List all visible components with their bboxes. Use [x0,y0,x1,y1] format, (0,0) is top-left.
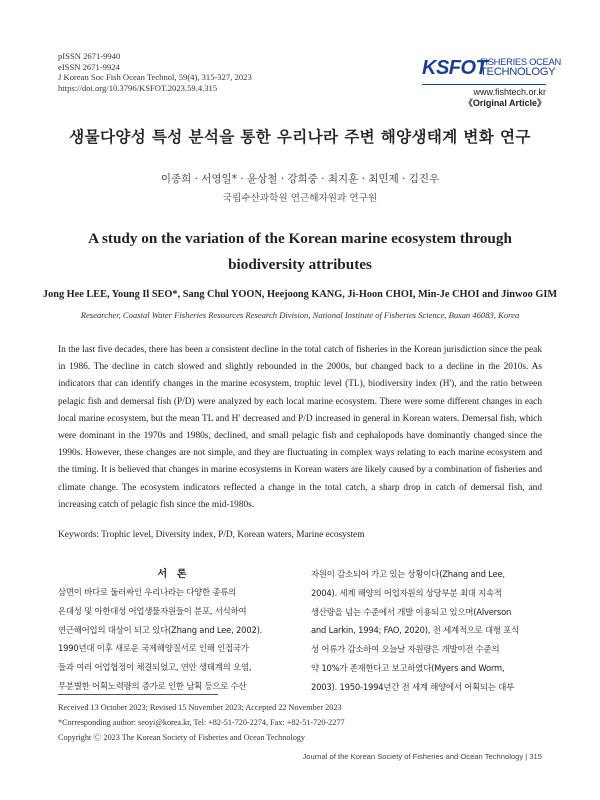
corresponding-author: *Corresponding author: seoyi@korea.kr, Tel: +82-51-720-2274, Fax: +82-51-720-2277 [58,718,345,728]
text-line: 생산량을 넘는 수준에서 개발 이용되고 있으며(Alverson [311,606,512,617]
footnote-rule [58,694,218,695]
text-line: 들과 여러 어업협정이 체결되었고, 연안 생태계의 오염, [58,662,252,673]
english-affiliation: Researcher, Coastal Water Fisheries Resources Research Division, National Institute of Fisheries Science, Busan 46083, Korea [80,310,520,320]
logo-mark: KSFOT [422,57,488,79]
text-line: 무분별한 어획노력량의 증가로 인한 남획 등으로 수산 [58,680,247,691]
logo-rule [422,84,546,85]
intro-left-column [58,565,289,696]
text-line: 약 10%가 존재한다고 보고하였다(Myers and Worm, [311,662,505,673]
english-title [60,226,540,278]
doi-link[interactable]: https://doi.org/10.3796/KSFOT.2023.59.4.315 [58,82,218,93]
pissn: pISSN 2671-9940 [58,51,121,61]
text-line: 연근해어업의 대상이 되고 있다(Zhang and Lee, 2002). [58,624,263,635]
abstract: In the last five decades, there has been a consistent decline in the total catch of fisheries in the Korean jurisdiction since the peak in 1986. The decline in catch slowed and slightly rebounded in the 2000s, but changed back to a decline in the 2010s. As indicators that can identify changes in the marine ecosystem, trophic level (TL), biodiversity index (H'), and the ratio between pelagic fish and demersal fish (P/D) were analyzed by each local marine ecosystem. There were some different changes in each local marine ecosystem, but the mean TL and H' decreased and P/D increased in general in Korean waters. Demersal fish, which were dominant in the 1970s and 1980s, declined, and small pelagic fish and cephalopods have dominantly changed since the 1990s. However, these changes are not simple, and they are fluctuating in complex ways relating to each marine ecosystem and the timing. It is believed that changes in marine ecosystems in Korean waters are likely caused by a combination of fisheries and climate change. The ecosystem indicators reflected a change in the total catch, a sharp drop in catch of demersal fish, and increasing catch of pelagic fish since the mid-1980s. [58,345,542,510]
keywords: Keywords: Trophic level, Diversity index, P/D, Korean waters, Marine ecosystem [58,530,365,540]
citation: J Korean Soc Fish Ocean Technol, 59(4), 315-327, 2023 [58,72,252,83]
copyright: Copyright Ⓒ 2023 The Korean Society of Fisheries and Ocean Technology [58,733,305,743]
korean-affiliation: 국립수산과학원 연근해자원과 연구원 [222,193,378,204]
logo-text [480,57,561,77]
journal-site [464,87,546,109]
korean-title: 생물다양성 특성 분석을 통한 우리나라 주변 해양생태계 변화 연구 [69,128,531,146]
text-line: 자원이 감소되어 가고 있는 상황이다(Zhang and Lee, [311,569,505,579]
journal-metadata [58,51,252,93]
english-title-line-2: biodiversity attributes [228,256,372,273]
text-line: 2004). 세계 해양의 어업자원의 상당부분 최대 지속적 [311,587,502,598]
text-line: 삼면이 바다로 둘러싸인 우리나라는 다양한 종류의 [58,587,237,597]
eissn: eISSN 2671-9924 [58,61,120,72]
footnotes [58,700,345,746]
article-dates: Received 13 October 2023; Revised 15 November 2023; Accepted 22 November 2023 [58,703,342,712]
text-line: 2003). 1950-1994년간 전 세계 해양에서 어획되는 대부 [311,681,515,692]
logo-line-2: TECHNOLOGY [480,66,556,79]
text-line: 온대성 및 아한대성 어업생물자원들이 분포, 서식하여 [58,605,247,616]
page-footer: Journal of the Korean Society of Fisheries and Ocean Technology | 315 [302,752,542,761]
section-heading: 서 론 [157,568,190,580]
korean-authors: 이종희 · 서영일* · 윤상철 · 강희중 · 최지훈 · 최민제 · 김진우 [160,173,440,185]
journal-logo [422,55,561,83]
english-title-line-1: A study on the variation of the Korean marine ecosystem through [88,230,512,247]
article-type: 《Original Article》 [463,98,546,108]
english-authors: Jong Hee LEE, Young Il SEO*, Sang Chul YOON, Heejoong KANG, Ji-Hoon CHOI, Min-Je CHOI and Jinwoo GIM [42,289,558,300]
logo-line-1: FISHERIES OCEAN [480,56,561,67]
website-link[interactable]: www.fishtech.or.kr [473,87,546,97]
text-line: and Larkin, 1994; FAO, 2020), 전 세계적으로 대형 포식 [311,625,520,636]
intro-right-column [311,565,542,697]
text-line: 성 어류가 감소하여 오늘날 자원량은 개발이전 수준의 [311,644,500,655]
text-line: 1990년대 이후 새로운 국제해양질서로 인해 인접국가 [58,643,249,654]
